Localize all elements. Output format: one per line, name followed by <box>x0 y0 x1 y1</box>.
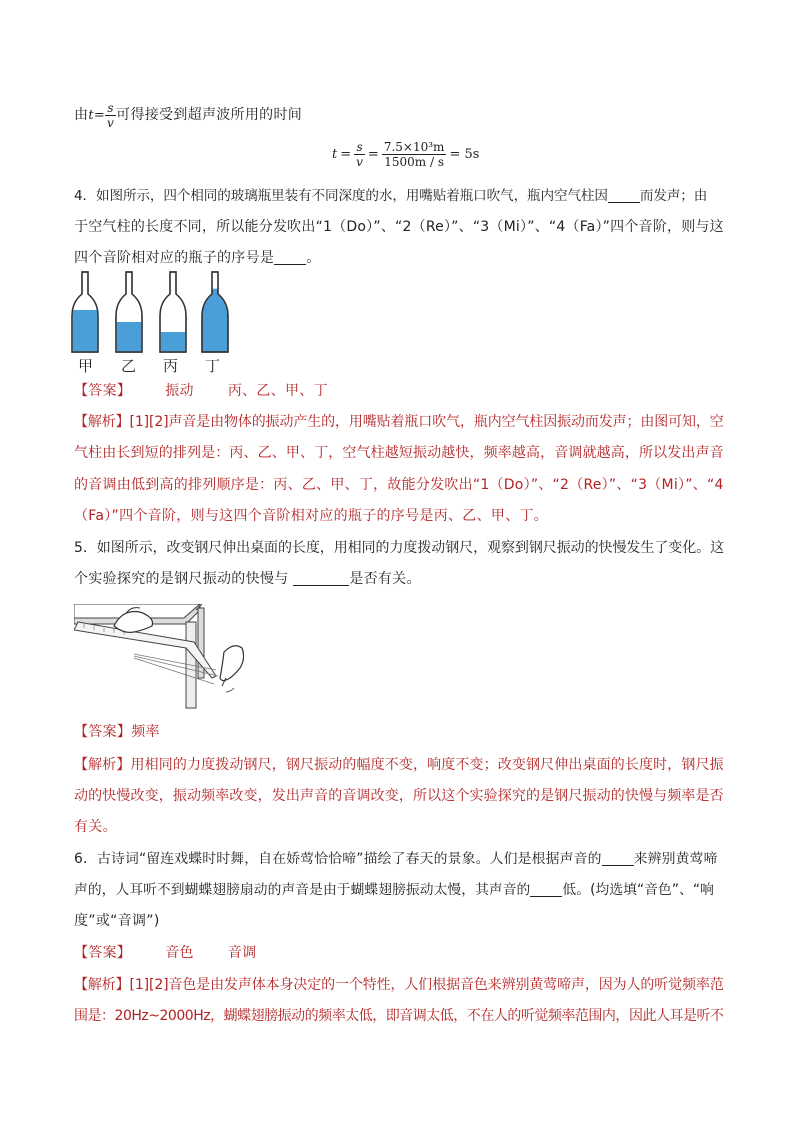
blank <box>530 878 562 897</box>
text: 5．如图所示，改变钢尺伸出桌面的长度，用相同的力度拨动钢尺，观察到钢尺振动的快慢发生了变化。这 <box>74 540 725 556</box>
denominator: v <box>356 155 363 169</box>
text: 来辨别黄莺啼 <box>633 851 718 867</box>
numerator: 7.5×10³m <box>383 140 445 154</box>
q6-line1 <box>74 844 724 875</box>
q6-line2 <box>74 875 724 906</box>
bottle-label-ding: 丁 <box>205 357 221 375</box>
result: = 5s <box>449 147 480 162</box>
q5-line2 <box>74 564 724 595</box>
q4-analysis-2 <box>74 438 724 469</box>
denominator: 1500m / s <box>384 155 444 169</box>
blank <box>608 184 640 203</box>
blank <box>602 847 634 866</box>
text: 度”或“音调”) <box>74 913 160 929</box>
bottle-label-bing: 丙 <box>163 357 179 375</box>
text: [1][2]声音是由物体的振动产生的，用嘴贴着瓶口吹气，瓶内空气柱因振动而发声；由图可知，空 <box>129 414 724 430</box>
text: 围是：20Hz~2000Hz，蝴蝶翅膀振动的频率太低，即音调太低，不在人的听觉频率范围内，因此人耳是听不 <box>74 1008 724 1024</box>
text: 四个音阶相对应的瓶子的序号是 <box>74 250 275 266</box>
bottles-figure <box>70 270 240 355</box>
bottle-jia <box>72 272 98 352</box>
fraction-values <box>382 140 447 169</box>
q4-answer <box>74 376 724 407</box>
text: （Fa）”四个音阶，则与这四个音阶相对应的瓶子的序号是丙、乙、甲、丁。 <box>74 508 549 524</box>
text: 是否有关。 <box>349 571 421 587</box>
formula-main <box>332 140 479 169</box>
analysis-tag: 【解析】 <box>74 757 131 773</box>
blank <box>293 567 349 586</box>
fraction-s-v <box>105 101 116 130</box>
q6-analysis-2 <box>74 1001 724 1032</box>
q4-analysis-4 <box>74 501 724 532</box>
ruler-table-figure <box>74 604 244 709</box>
text: 个实验探究的是钢尺振动的快慢与 <box>74 571 289 587</box>
bottle-label-yi: 乙 <box>121 357 137 375</box>
text: 用相同的力度拨动钢尺，钢尺振动的幅度不变，响度不变；改变钢尺伸出桌面的长度时，钢尺振 <box>130 757 724 773</box>
analysis-tag: 【解析】 <box>74 977 130 993</box>
var-t: t <box>88 108 94 123</box>
text: 由 <box>74 107 89 123</box>
bottle-yi <box>116 272 142 352</box>
q5-analysis-1 <box>74 750 724 781</box>
text: 而发声；由 <box>639 188 708 204</box>
q6-answer <box>74 938 724 969</box>
text: 有关。 <box>74 819 117 835</box>
answer-2: 丙、乙、甲、丁 <box>227 383 328 399</box>
var-t: t <box>332 147 338 162</box>
q5-analysis-2 <box>74 781 724 812</box>
analysis-tag: 【解析】 <box>74 414 130 430</box>
q5-answer <box>74 717 724 748</box>
eq-sign: = <box>367 147 379 162</box>
bottle-label-jia: 甲 <box>78 357 94 375</box>
text: 6．古诗词“留连戏蝶时时舞，自在娇莺恰恰啼”描绘了春天的景象。人们是根据声音的 <box>74 851 602 867</box>
answer-tag: 【答案】 <box>74 724 132 740</box>
q4-analysis-1 <box>74 407 724 438</box>
text: 于空气柱的长度不同，所以能分发吹出“1（Do）”、“2（Re）”、“3（Mi）”、“4（Fa）”四个音阶，则与这 <box>74 219 724 235</box>
text: 可得接受到超声波所用的时间 <box>116 107 303 123</box>
q4-line2 <box>74 212 724 243</box>
eq-sign: = <box>340 147 352 162</box>
text: 的音调由低到高的排列顺序是：丙、乙、甲、丁，故能分发吹出“1（Do）”、“2（Re）”、“3（Mi）”、“4 <box>74 477 724 493</box>
bottle-ding <box>202 272 228 352</box>
text: [1][2]音色是由发声体本身决定的一个特性，人们根据音色来辨别黄莺啼声，因为人的听觉频率范 <box>129 977 724 993</box>
q6-line3 <box>74 906 724 937</box>
answer-1: 振动 <box>165 383 194 399</box>
answer-tag: 【答案】 <box>74 383 132 399</box>
blank <box>274 246 306 265</box>
q6-analysis-1 <box>74 970 724 1001</box>
fraction-s-v <box>354 140 365 169</box>
numerator: s <box>105 101 116 116</box>
q4-line1 <box>74 181 724 212</box>
text: 低。(均选填“音色”、“响 <box>562 882 714 898</box>
text: 4．如图所示，四个相同的玻璃瓶里装有不同深度的水，用嘴贴着瓶口吹气，瓶内空气柱因 <box>74 188 608 204</box>
q5-line1 <box>74 533 724 564</box>
answer-tag: 【答案】 <box>74 945 132 961</box>
answer-1: 音色 <box>165 945 194 961</box>
answer: 频率 <box>131 724 160 740</box>
bottle-bing <box>160 272 186 352</box>
numerator: s <box>354 140 365 155</box>
q4-analysis-3 <box>74 470 724 501</box>
q5-analysis-3 <box>74 812 724 843</box>
denominator: v <box>107 115 115 130</box>
text: 动的快慢改变，振动频率改变，发出声音的音调改变，所以这个实验探究的是钢尺振动的快慢与频率是否 <box>74 788 724 804</box>
eq-sign: = <box>93 108 106 123</box>
formula-intro-line <box>74 100 724 131</box>
text: 声的，人耳听不到蝴蝶翅膀扇动的声音是由于蝴蝶翅膀振动太慢，其声音的 <box>74 882 531 898</box>
text: 。 <box>306 250 321 266</box>
answer-2: 音调 <box>227 945 257 961</box>
text: 气柱由长到短的排列是：丙、乙、甲、丁，空气柱越短振动越快，频率越高，音调就越高，所以发出声音 <box>74 445 724 461</box>
